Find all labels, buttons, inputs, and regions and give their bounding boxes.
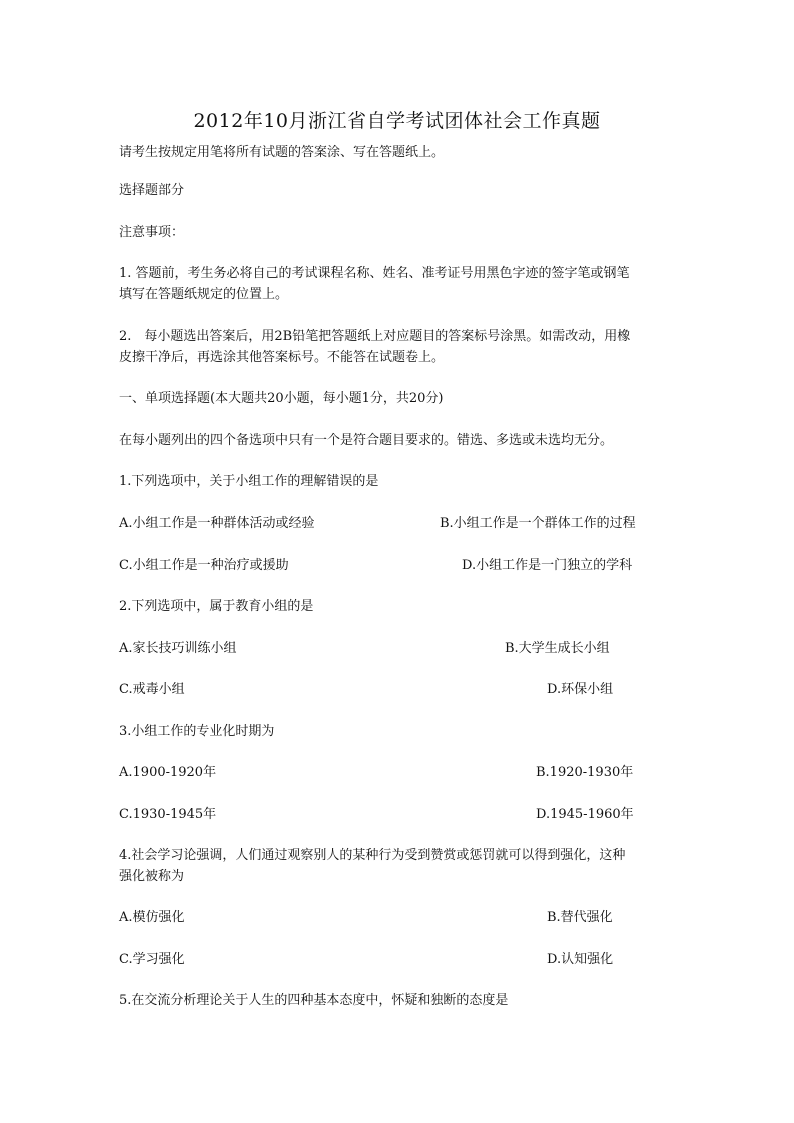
question-1-option-a: A.小组工作是一种群体活动或经验 xyxy=(119,516,315,531)
note-2-line-1: 2. 每小题选出答案后，用2B铅笔把答题纸上对应题目的答案标号涂黑。如需改动，用橡 xyxy=(119,329,631,344)
question-1-stem: 1.下列选项中，关于小组工作的理解错误的是 xyxy=(119,474,379,489)
note-1-line-1: 1. 答题前，考生务必将自己的考试课程名称、姓名、准考证号用黑色字迹的签字笔或钢笔 xyxy=(119,266,630,281)
question-4-stem-line-2: 强化被称为 xyxy=(119,869,185,884)
part-1-instruction: 在每小题列出的四个备选项中只有一个是符合题目要求的。错选、多选或未选均无分。 xyxy=(119,433,614,448)
section-label: 选择题部分 xyxy=(119,183,185,198)
question-3-option-c: C.1930-1945年 xyxy=(119,807,217,822)
question-5-stem: 5.在交流分析理论关于人生的四种基本态度中，怀疑和独断的态度是 xyxy=(119,993,509,1008)
question-2-option-d: D.环保小组 xyxy=(547,682,614,697)
question-2-option-c: C.戒毒小组 xyxy=(119,682,185,697)
instruction-text: 请考生按规定用笔将所有试题的答案涂、写在答题纸上。 xyxy=(119,145,445,160)
question-1-option-c: C.小组工作是一种治疗或援助 xyxy=(119,558,289,573)
question-1-option-b: B.小组工作是一个群体工作的过程 xyxy=(440,516,636,531)
question-4-option-c: C.学习强化 xyxy=(119,952,185,967)
note-1-line-2: 填写在答题纸规定的位置上。 xyxy=(119,287,289,302)
question-2-stem: 2.下列选项中，属于教育小组的是 xyxy=(119,599,314,614)
question-2-option-a: A.家长技巧训练小组 xyxy=(119,641,237,656)
question-2-option-b: B.大学生成长小组 xyxy=(505,641,610,656)
part-1-heading: 一、单项选择题(本大题共20小题，每小题1分，共20分) xyxy=(119,391,444,406)
page-title: 2012年10月浙江省自学考试团体社会工作真题 xyxy=(193,110,601,132)
question-3-stem: 3.小组工作的专业化时期为 xyxy=(119,724,275,739)
note-2-line-2: 皮擦干净后，再选涂其他答案标号。不能答在试题卷上。 xyxy=(119,350,445,365)
question-1-option-d: D.小组工作是一门独立的学科 xyxy=(462,558,633,573)
question-4-option-a: A.模仿强化 xyxy=(119,910,185,925)
question-3-option-b: B.1920-1930年 xyxy=(536,765,634,780)
question-3-option-d: D.1945-1960年 xyxy=(536,807,634,822)
notes-label: 注意事项： xyxy=(119,225,185,240)
question-3-option-a: A.1900-1920年 xyxy=(119,765,217,780)
question-4-stem-line-1: 4.社会学习论强调，人们通过观察别人的某种行为受到赞赏或惩罚就可以得到强化，这种 xyxy=(119,848,626,863)
question-4-option-b: B.替代强化 xyxy=(547,910,613,925)
question-4-option-d: D.认知强化 xyxy=(547,952,614,967)
